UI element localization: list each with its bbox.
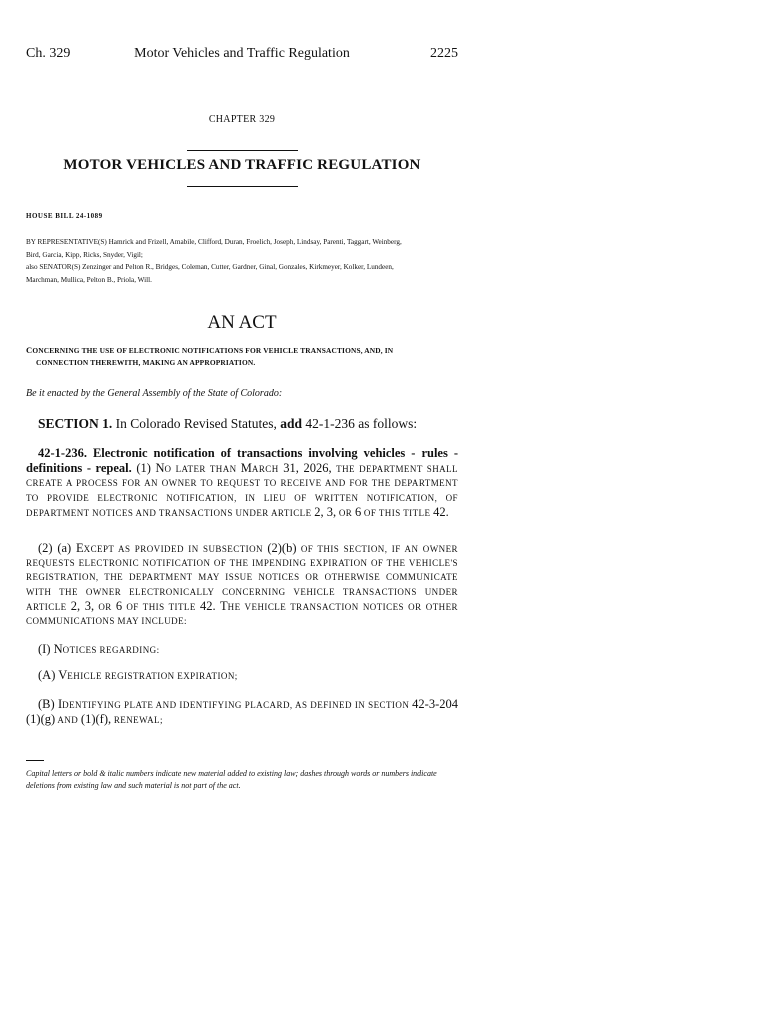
chapter-title: MOTOR VEHICLES AND TRAFFIC REGULATION: [63, 157, 421, 173]
bill-number: HOUSE BILL 24-1089: [26, 212, 103, 220]
concerning-line1: ONCERNING THE USE OF ELECTRONIC NOTIFICATIONS FOR VEHICLE TRANSACTIONS, AND, IN: [32, 346, 394, 355]
subsection-number: (I): [38, 642, 54, 656]
text-run: N: [53, 642, 63, 656]
paragraph-3: [26, 642, 458, 657]
title-rule-bottom: [187, 186, 298, 187]
sponsors-line: BY REPRESENTATIVE(S) Hamrick and Frizell, Amabile, Clifford, Duran, Froelich, Joseph, Lindsay, Parenti, Taggart, Weinberg,: [26, 238, 402, 246]
text-run: 42.: [200, 598, 216, 613]
text-run: I: [57, 697, 63, 711]
text-run: V: [58, 668, 68, 682]
text-run: 6: [354, 504, 362, 519]
concerning-line2: CONNECTION THEREWITH, MAKING AN APPROPRIATION.: [36, 358, 256, 367]
text-run: AND: [55, 715, 81, 726]
enacting-clause: Be it enacted by the General Assembly of the State of Colorado:: [26, 388, 283, 399]
concerning-first-cap: C: [26, 345, 33, 355]
footnote-rule: [26, 760, 44, 761]
text-run: 2, 3,: [70, 598, 95, 613]
paragraph-1: [26, 446, 458, 520]
sponsors-line: also SENATOR(S) Zenzinger and Pelton R., Bridges, Coleman, Cutter, Gardner, Ginal, Gonzales, Kirkmeyer, Kolker, Lundeen,: [26, 263, 394, 272]
text-run: OF THIS SECTION, IF AN OWNER REQUESTS ELECTRONIC NOTIFICATION OF THE IMPENDING EXPIRATION OF THE VEHICLE'S REGISTRATION, THE DEPARTMENT MAY ISSUE NOTICES OR OTHERWISE COMMUNICATE WITH THE OWNER ELECTRONICALLY CONCERNING VEHICLE TRANSACTIONS UNDER ARTICLE: [26, 544, 458, 612]
text-run: OTICES REGARDING:: [62, 645, 160, 655]
section-text-after: 42-1-236 as follows:: [302, 416, 418, 431]
text-run: 6: [115, 598, 123, 613]
text-run: THE DEPARTMENT SHALL CREATE A PROCESS FOR AN OWNER TO REQUEST TO RECEIVE AND FOR THE DEPARTMENT TO PROVIDE ELECTRONIC NOTIFICATION, IN LIEU OF WRITTEN NOTIFICATION, OF DEPARTMENT NOTICES AND TRANSACTIONS UNDER ARTICLE: [26, 464, 458, 518]
text-run: HE VEHICLE TRANSACTION NOTICES OR OTHER COMMUNICATIONS MAY INCLUDE:: [26, 601, 458, 627]
sponsors: [26, 236, 458, 286]
text-run: OR: [336, 507, 355, 518]
text-run: OF THIS TITLE: [361, 507, 434, 518]
text-run: N: [155, 461, 165, 476]
text-run: EHICLE REGISTRATION EXPIRATION;: [67, 671, 238, 681]
section-add-word: add: [280, 416, 303, 431]
text-run: 42-3-204 (1)(g): [26, 697, 458, 727]
text-run: 42.: [433, 504, 449, 519]
subsection-number: (2) (a): [38, 541, 76, 555]
statute-heading: 42-1-236. Electronic notification of transactions involving vehicles - rules - definitions - repeal.: [26, 446, 458, 476]
section-label: SECTION 1.: [38, 416, 113, 431]
text-run: XCEPT AS PROVIDED IN SUBSECTION: [83, 544, 268, 554]
subsection-number: (A): [38, 668, 59, 682]
text-run: OF THIS TITLE: [122, 601, 200, 612]
page-number: 2225: [430, 46, 458, 61]
running-head-chapter: Ch. 329: [26, 46, 71, 61]
section-text: In Colorado Revised Statutes,: [112, 416, 281, 431]
running-head: [26, 46, 458, 66]
text-run: 31, 2026,: [278, 461, 337, 476]
text-run: M: [240, 461, 252, 476]
footnote: Capital letters or bold & italic numbers indicate new material added to existing law; dashes through words or numbers indicate deletions from existing law and such material is not part of the act.: [26, 769, 437, 790]
text-run: (1)(f),: [80, 712, 112, 727]
text-run: 2, 3,: [314, 504, 337, 519]
subsection-number: (B): [38, 697, 58, 711]
text-run: DENTIFYING PLATE AND IDENTIFYING PLACARD, AS DEFINED IN SECTION: [62, 700, 413, 710]
running-head-title: Motor Vehicles and Traffic Regulation: [134, 46, 350, 61]
sponsors-line: Bird, Garcia, Kipp, Ricks, Snyder, Vigil;: [26, 250, 143, 259]
concerning-clause: [26, 344, 458, 369]
text-run: RENEWAL;: [111, 715, 163, 726]
text-run: T: [215, 598, 228, 613]
text-run: (2)(b): [267, 541, 297, 555]
subsection-number: (1): [131, 461, 156, 476]
text-run: OR: [94, 601, 116, 612]
title-rule-top: [187, 150, 298, 151]
sponsors-line: Marchman, Mullica, Pelton B., Priola, Will.: [26, 275, 152, 284]
act-title: AN ACT: [207, 312, 277, 333]
section-heading: [38, 416, 417, 432]
chapter-label: CHAPTER 329: [208, 114, 276, 125]
text-run: O LATER THAN: [164, 464, 241, 475]
paragraph-2: [26, 541, 458, 628]
text-run: ARCH: [251, 464, 279, 475]
text-run: E: [75, 541, 84, 555]
paragraph-4: [26, 668, 458, 683]
paragraph-5: [26, 697, 458, 727]
